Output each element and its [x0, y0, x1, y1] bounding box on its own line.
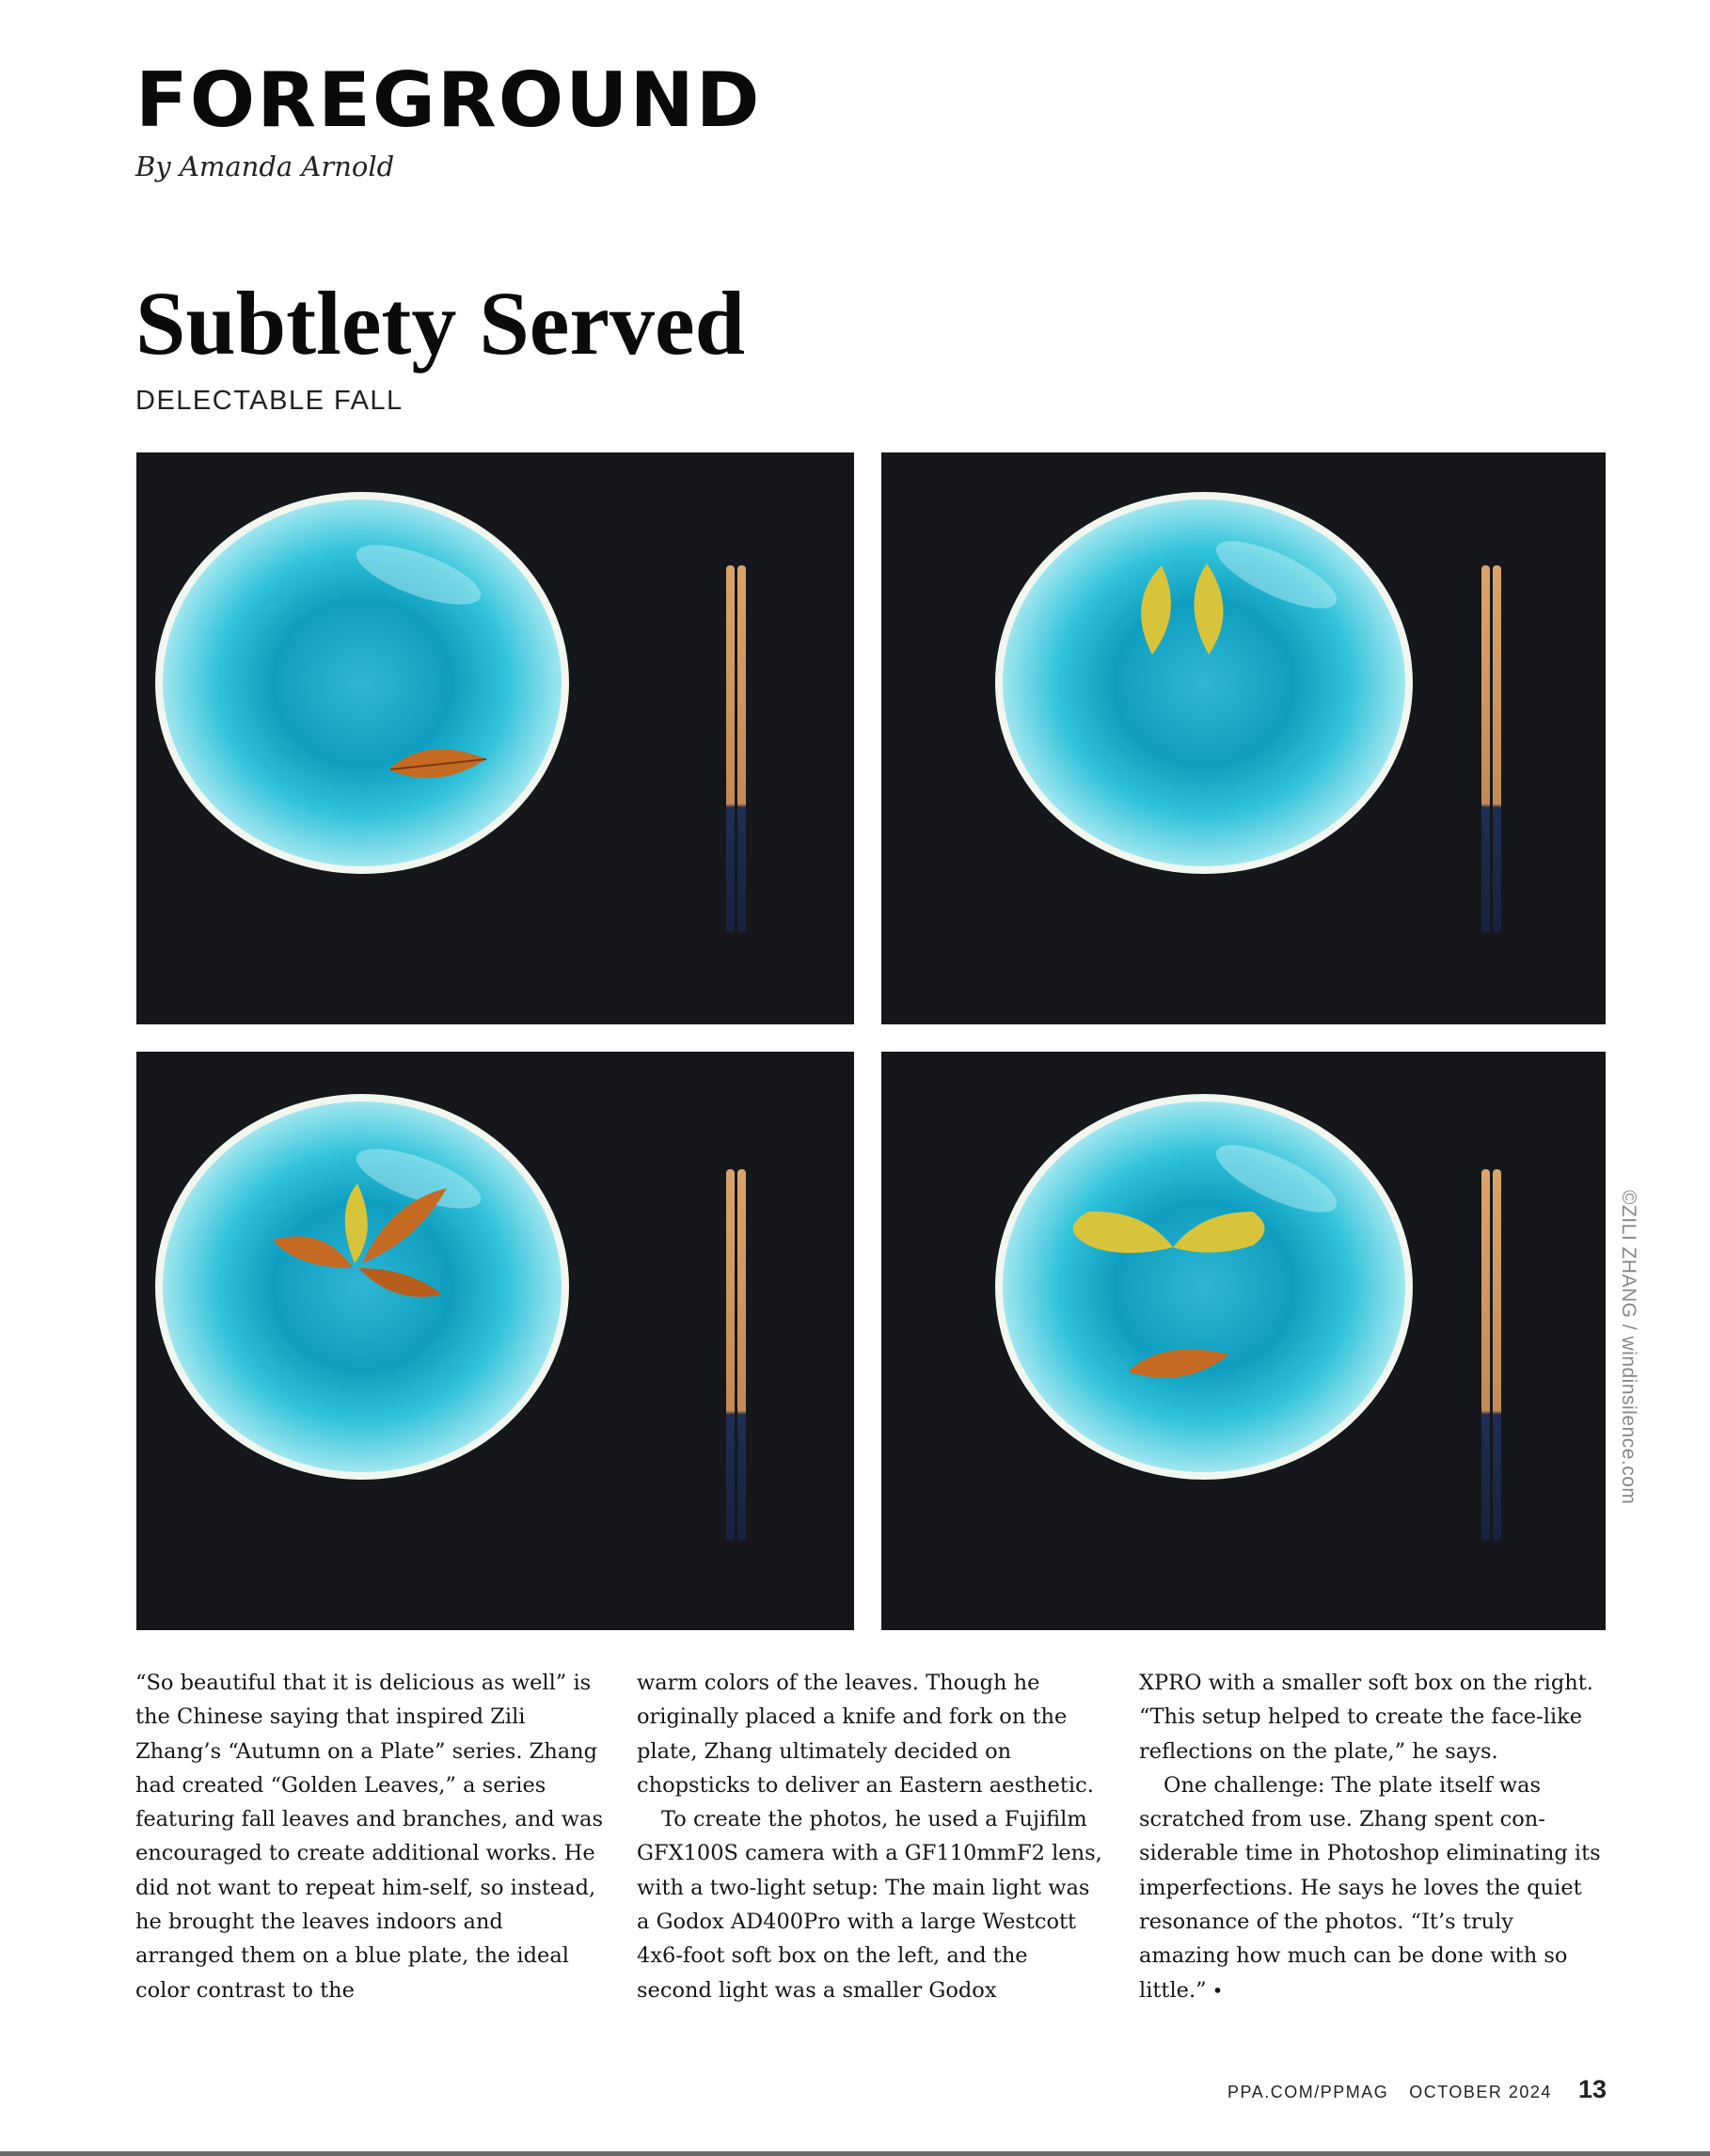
footer-site: PPA.COM/PPMAG [1227, 2083, 1389, 2101]
body-column-1 [135, 1666, 606, 2007]
paragraph-text: One challenge: The plate itself was scratched from use. Zhang spent con-siderable time in Photoshop eliminating its imperfections. He says he loves the quiet resonance of the photos. “It’s truly amazing how much can be done with so little.” [1139, 1772, 1601, 2003]
section-label: FOREGROUND [135, 56, 762, 144]
body-column-3 [1139, 1666, 1609, 2007]
photo-plate-two-yellow-leaves [881, 452, 1606, 1024]
plate-illustration [881, 1052, 1606, 1630]
plate-illustration [136, 1052, 854, 1630]
plate-illustration [881, 452, 1606, 1024]
photo-plate-leaf-face [881, 1052, 1606, 1630]
byline: By Amanda Arnold [135, 151, 395, 182]
page-number: 13 [1577, 2075, 1607, 2103]
paragraph: To create the photos, he used a Fujifilm GFX100S camera with a GF110mmF2 lens, with a two-light setup: The main light was a Godox AD400Pro with a large Westcott 4x6-foot soft box on the left, and the second light was a smaller Godox [637, 1807, 1102, 2003]
kicker: DELECTABLE FALL [135, 386, 404, 416]
footer-issue: OCTOBER 2024 [1409, 2083, 1552, 2101]
photo-plate-one-leaf [136, 452, 854, 1024]
end-mark: • [1211, 1978, 1224, 2002]
paragraph: XPRO with a smaller soft box on the right. “This setup helped to create the face-like reflections on the plate,” he says. [1139, 1671, 1593, 1764]
photo-credit: ©ZILI ZHANG / windinsilence.com [1618, 1190, 1639, 1505]
page-footer [1227, 2075, 1607, 2104]
paragraph: “So beautiful that it is delicious as well” is the Chinese saying that inspired Zili Zhang’s “Autumn on a Plate” series. Zhang had created “Golden Leaves,” a series featuring fall leaves and branches, and was encouraged to create additional works. He did not want to repeat him-self, so instead, he brought the leaves indoors and arranged them on a blue plate, the ideal color contrast to the [135, 1671, 603, 2003]
headline: Subtlety Served [135, 273, 745, 373]
plate-illustration [136, 452, 854, 1024]
bottom-edge [0, 2151, 1710, 2156]
body-column-2 [637, 1666, 1107, 2007]
paragraph [1139, 1768, 1609, 2007]
paragraph: warm colors of the leaves. Though he originally placed a knife and fork on the plate, Zhang ultimately decided on chopsticks to deliver an Eastern aesthetic. [637, 1671, 1094, 1798]
photo-plate-leaf-bouquet [136, 1052, 854, 1630]
